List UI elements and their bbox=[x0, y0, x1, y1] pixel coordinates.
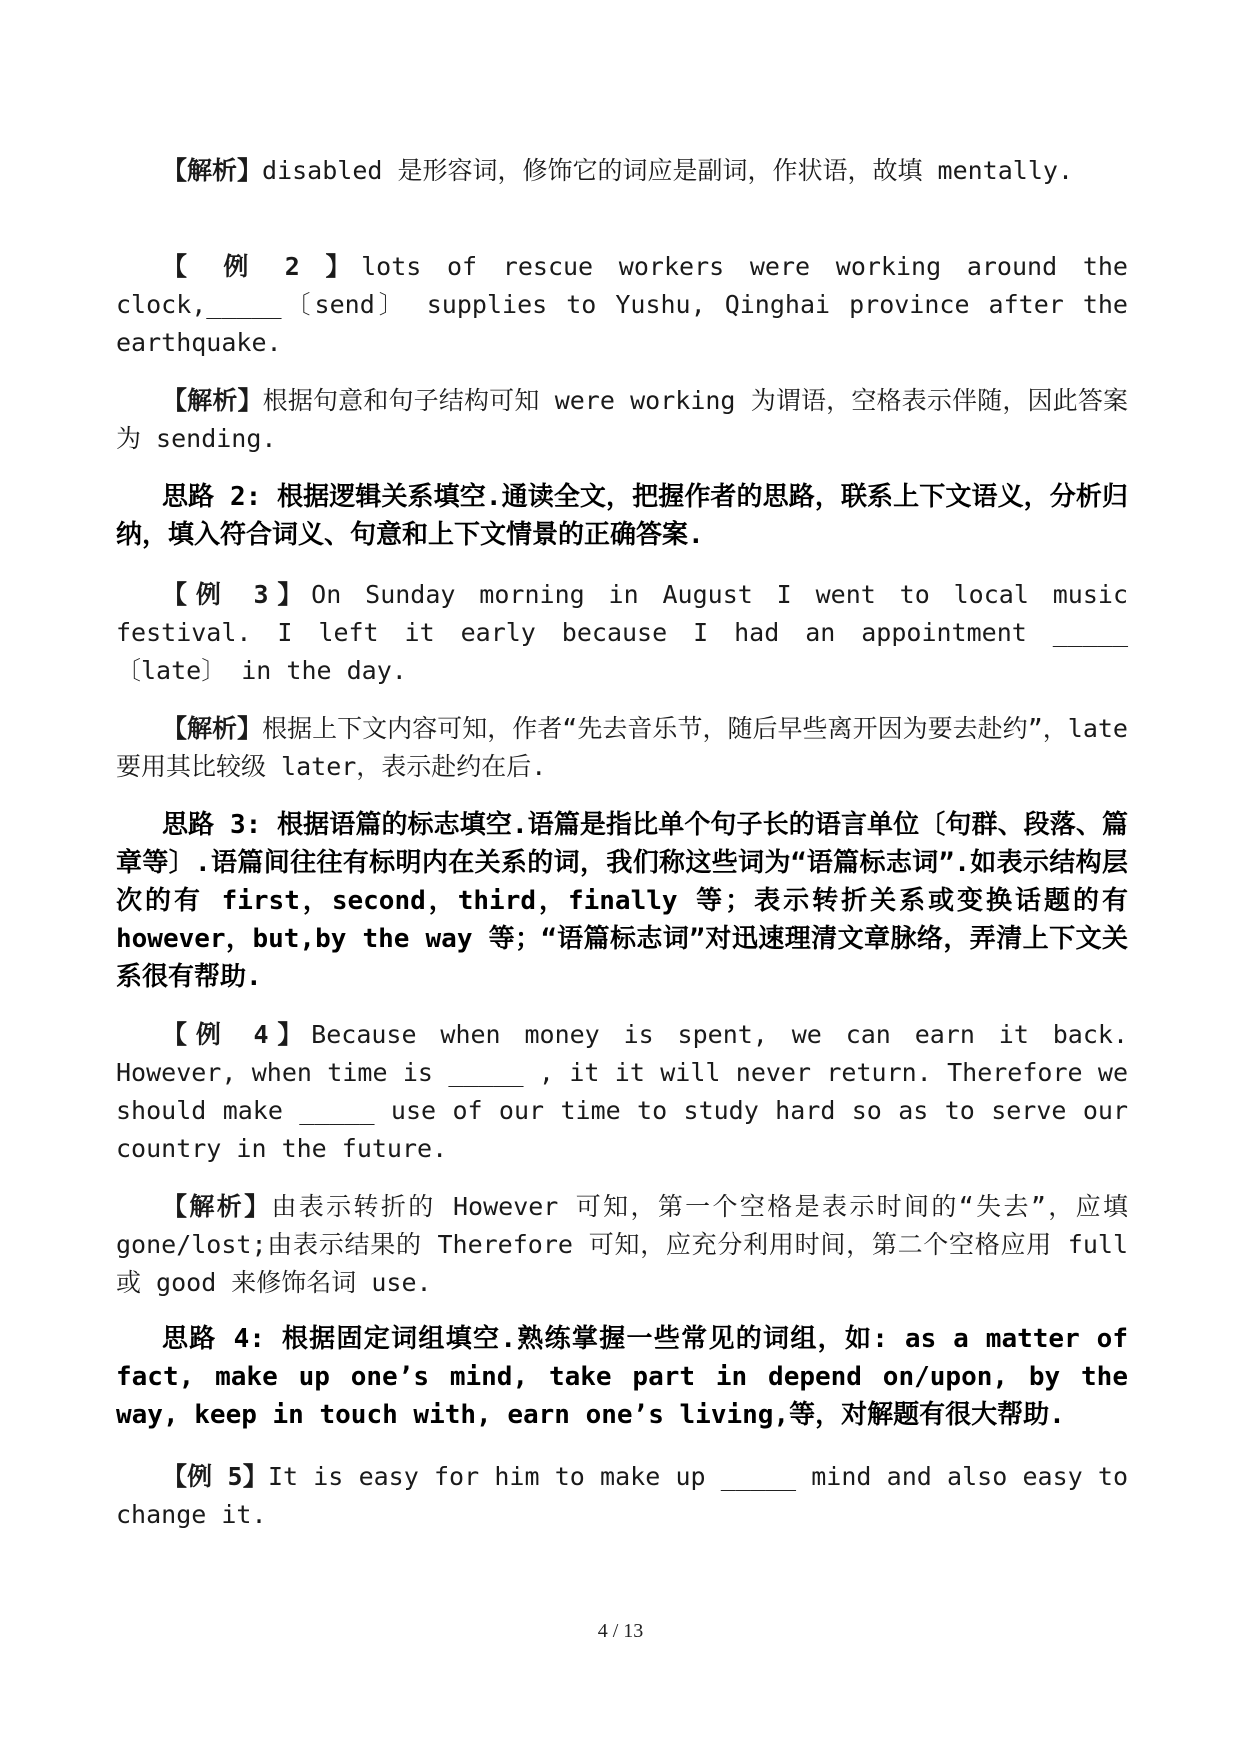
paragraph-text: disabled 是形容词，修饰它的词应是副词，作状语，故填 mentally. bbox=[262, 156, 1073, 185]
paragraph-text: 根据上下文内容可知，作者“先去音乐节，随后早些离开因为要去赴约”，late 要用其比较级 later，表示赴约在后. bbox=[116, 714, 1128, 781]
analysis-paragraph-2 bbox=[116, 382, 1128, 458]
strategy-4-heading: 思路 4: 根据固定词组填空.熟练掌握一些常见的词组，如: as a matter of fact, make up one’s mind, take part in depend on/upon, by the way, keep in touch with, earn one’s living,等，对解题有很大帮助. bbox=[116, 1324, 1128, 1430]
analysis-paragraph-3 bbox=[116, 710, 1128, 786]
example-3-paragraph bbox=[116, 576, 1128, 690]
analysis-paragraph-4 bbox=[116, 1188, 1128, 1302]
paragraph-text: 由表示转折的 However 可知，第一个空格是表示时间的“失去”，应填 gone/lost;由表示结果的 Therefore 可知，应充分利用时间，第二个空格应用 full 或 good 来修饰名词 use. bbox=[116, 1192, 1128, 1297]
paragraph-text: It is easy for him to make up _____ mind and also easy to change it. bbox=[116, 1462, 1128, 1529]
analysis-marker: 【解析】 bbox=[162, 1192, 272, 1221]
example-4-paragraph bbox=[116, 1016, 1128, 1168]
paragraph-text: lots of rescue workers were working around the clock,_____〔send〕 supplies to Yushu, Qinghai province after the earthquake. bbox=[116, 252, 1128, 357]
example-marker: 【例 5】 bbox=[162, 1462, 268, 1491]
paragraph-text: 根据句意和句子结构可知 were working 为谓语，空格表示伴随，因此答案为 sending. bbox=[116, 386, 1128, 453]
analysis-paragraph-1 bbox=[116, 152, 1128, 190]
paragraph-text: On Sunday morning in August I went to local music festival. I left it early because I had an appointment _____ 〔late〕 in the day. bbox=[116, 580, 1128, 685]
analysis-marker: 【解析】 bbox=[162, 386, 263, 415]
example-marker: 【例 3】 bbox=[162, 580, 312, 609]
example-marker: 【 例 2 】 bbox=[162, 252, 362, 281]
strategy-3-heading: 思路 3: 根据语篇的标志填空.语篇是指比单个句子长的语言单位〔句群、段落、篇章等〕.语篇间往往有标明内在关系的词，我们称这些词为“语篇标志词”.如表示结构层次的有 first，second，third，finally 等；表示转折关系或变换话题的有 however，but,by the way 等；“语篇标志词”对迅速理清文章脉络，弄清上下文关系很有帮助. bbox=[116, 810, 1128, 992]
strategy-2-heading: 思路 2: 根据逻辑关系填空.通读全文，把握作者的思路，联系上下文语义，分析归纳，填入符合词义、句意和上下文情景的正确答案. bbox=[116, 482, 1128, 550]
example-2-paragraph bbox=[116, 248, 1128, 362]
paragraph-text: Because when money is spent, we can earn it back. However, when time is _____ , it it will never return. Therefore we should make _____ use of our time to study hard so as to serve our country in the future. bbox=[116, 1020, 1128, 1163]
analysis-marker: 【解析】 bbox=[162, 714, 263, 743]
page-number: 4 / 13 bbox=[597, 1620, 644, 1642]
analysis-marker: 【解析】 bbox=[162, 156, 263, 185]
example-5-paragraph bbox=[116, 1458, 1128, 1534]
example-marker: 【例 4】 bbox=[162, 1020, 312, 1049]
